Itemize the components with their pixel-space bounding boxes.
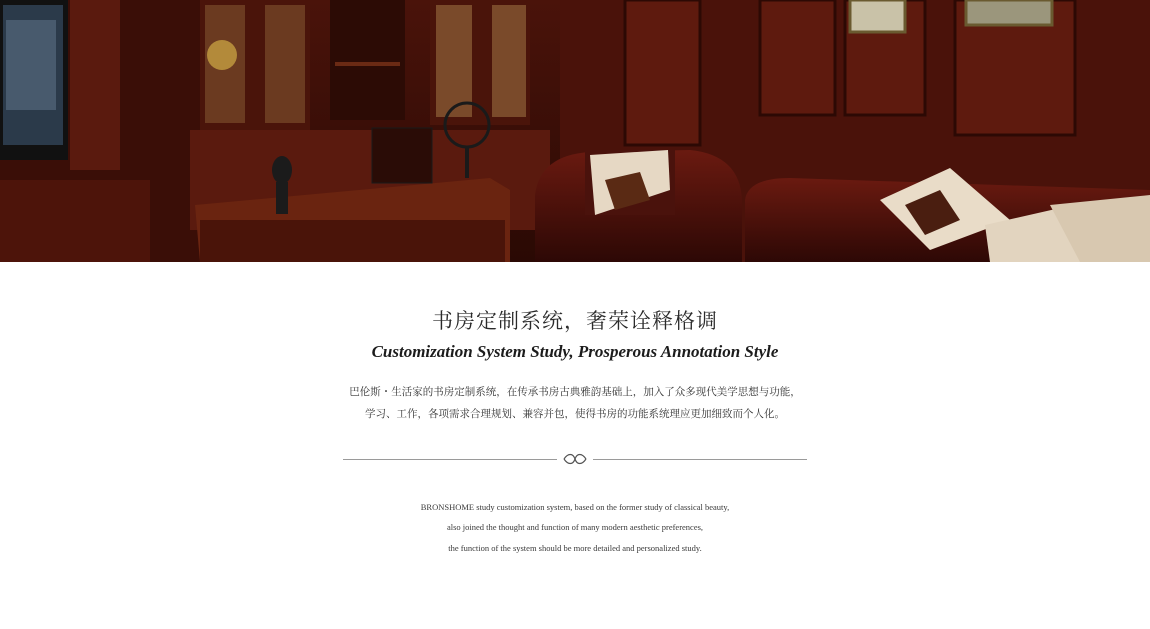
description-en-line-1: BRONSHOME study customization system, based on the former study of classical beauty, (420, 502, 730, 512)
page-title-english: Customization System Study, Prosperous Annotation Style (371, 342, 779, 361)
divider-line-right (593, 459, 807, 460)
study-room-illustration (0, 0, 1150, 262)
description-cn-line-1: 巴伦斯・生活家的书房定制系统，在传承书房古典雅韵基础上，加入了众多现代美学思想与功能， (349, 386, 801, 398)
page-title-chinese: 书房定制系统，奢荣诠释格调 (432, 309, 718, 333)
description-en-line-2: also joined the thought and function of many modern aesthetic preferences, (446, 522, 704, 532)
hero-image-study-room (0, 0, 1150, 262)
flourish-ornament-icon (562, 452, 588, 466)
description-en-line-3: the function of the system should be more detailed and personalized study. (448, 543, 702, 553)
section-divider (343, 452, 807, 466)
divider-line-left (343, 459, 557, 460)
description-cn-line-2: 学习、工作，各项需求合理规划、兼容并包，使得书房的功能系统理应更加细致而个人化。 (365, 408, 785, 420)
